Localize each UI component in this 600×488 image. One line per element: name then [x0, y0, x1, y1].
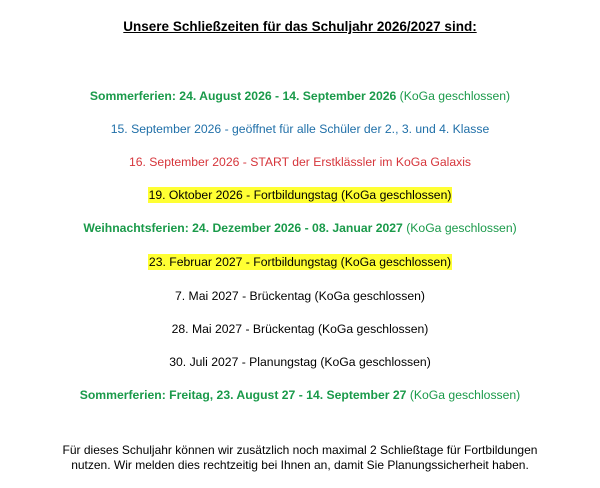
entry-sommerferien-2027-note: (KoGa geschlossen) [406, 388, 521, 402]
entry-23-februar [0, 254, 600, 270]
entry-30-juli: 30. Juli 2027 - Planungstag (KoGa geschlossen) [169, 355, 431, 369]
entry-sommerferien-2026-note: (KoGa geschlossen) [396, 89, 511, 103]
page-title: Unsere Schließzeiten für das Schuljahr 2026/2027 sind: [123, 19, 477, 34]
entry-sommerferien-2026 [0, 88, 600, 104]
entry-19-oktober-highlight: 19. Oktober 2026 - Fortbildungstag (KoGa geschlossen) [148, 188, 452, 202]
entry-sommerferien-2026-dates: Sommerferien: 24. August 2026 - 14. September 2026 [89, 89, 397, 103]
entry-23-februar-highlight: 23. Februar 2027 - Fortbildungstag (KoGa geschlossen) [148, 255, 452, 269]
entry-16-september: 16. September 2026 - START der Erstklässler im KoGa Galaxis [128, 155, 472, 169]
entry-28-mai: 28. Mai 2027 - Brückentag (KoGa geschlossen) [171, 322, 429, 336]
entry-weihnachtsferien-note: (KoGa geschlossen) [402, 221, 517, 235]
entry-sommerferien-2027 [0, 387, 600, 403]
entry-sommerferien-2027-dates: Sommerferien: Freitag, 23. August 27 - 14. September 27 [79, 388, 407, 402]
footer-note [0, 443, 600, 473]
entry-15-september: 15. September 2026 - geöffnet für alle Schüler der 2., 3. und 4. Klasse [110, 122, 490, 136]
entry-7-mai: 7. Mai 2027 - Brückentag (KoGa geschlossen) [175, 289, 425, 303]
entry-19-oktober [0, 187, 600, 203]
footer-line-1: Für dieses Schuljahr können wir zusätzlich noch maximal 2 Schließtage für Fortbildungen [62, 443, 538, 457]
footer-line-2: nutzen. Wir melden dies rechtzeitig bei Ihnen an, damit Sie Planungssicherheit haben. [71, 458, 529, 472]
entry-weihnachtsferien [0, 220, 600, 236]
entry-weihnachtsferien-dates: Weihnachtsferien: 24. Dezember 2026 - 08. Januar 2027 [83, 221, 403, 235]
